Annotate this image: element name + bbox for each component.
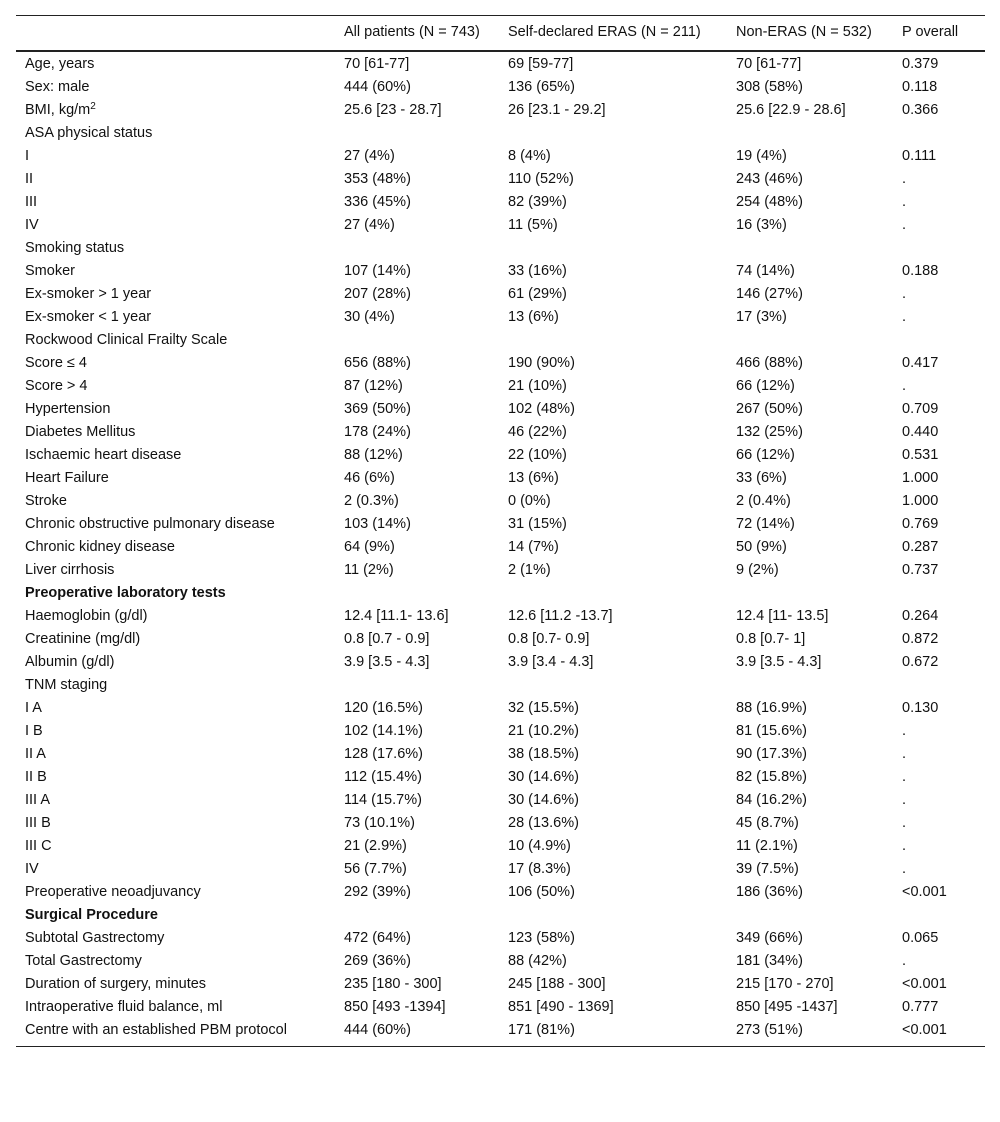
row-label: II [25,171,34,187]
row-label: IV [25,217,39,233]
eras-value: 8 (4%) [508,148,551,164]
table-row [16,858,985,881]
row-label: I B [25,723,43,739]
row-label: Duration of surgery, minutes [25,976,207,992]
p-value: . [902,861,907,877]
row-label: Heart Failure [25,470,109,486]
row-label: Diabetes Mellitus [25,424,136,440]
non-eras-value: 267 (50%) [736,401,803,417]
all-patients-value [335,237,499,260]
eras-value: 110 (52%) [508,171,574,187]
all-patients-value: 11 (2%) [344,562,394,578]
p-value: 0.531 [902,447,939,463]
row-label: Rockwood Clinical Frailty Scale [25,332,228,348]
table-row [16,812,985,835]
table-row [16,973,985,996]
non-eras-value: 81 (15.6%) [736,723,807,739]
p-value: . [902,194,907,210]
all-patients-value: 21 (2.9%) [344,838,407,854]
p-value [893,674,985,697]
non-eras-value [727,329,893,352]
row-label: Stroke [25,493,67,509]
p-value: . [902,838,907,854]
row-label: Albumin (g/dl) [25,654,115,670]
table-row [16,76,985,99]
non-eras-value: 308 (58%) [736,79,803,95]
table-row [16,582,985,605]
row-label: II B [25,769,47,785]
eras-value: 11 (5%) [508,217,558,233]
table-row [16,789,985,812]
row-label: Ischaemic heart disease [25,447,182,463]
p-value [893,904,985,927]
p-value: 0.672 [902,654,939,670]
p-value: 0.777 [902,999,939,1015]
all-patients-value: 107 (14%) [344,263,411,279]
non-eras-value [727,582,893,605]
row-label: II A [25,746,46,762]
p-value: 0.417 [902,355,939,371]
p-value: . [902,723,907,739]
p-value: <0.001 [902,976,947,992]
all-patients-value: 292 (39%) [344,884,411,900]
non-eras-value: 273 (51%) [736,1022,803,1038]
eras-value: 22 (10%) [508,447,567,463]
eras-value [499,237,727,260]
table-row [16,927,985,950]
p-value: 0.118 [902,79,938,95]
p-value: 1.000 [902,470,939,486]
p-value: <0.001 [902,884,947,900]
non-eras-value: 3.9 [3.5 - 4.3] [736,654,822,670]
p-value: 1.000 [902,493,939,509]
row-label: Smoking status [25,240,125,256]
table-row [16,145,985,168]
all-patients-value: 120 (16.5%) [344,700,423,716]
table-row [16,1019,985,1047]
table-row [16,651,985,674]
row-label: Age, years [25,56,95,72]
row-label: Chronic obstructive pulmonary disease [25,516,275,532]
eras-value: 10 (4.9%) [508,838,571,854]
row-label: Preoperative laboratory tests [25,585,226,601]
all-patients-value: 207 (28%) [344,286,411,302]
table-row [16,306,985,329]
non-eras-value: 25.6 [22.9 - 28.6] [736,102,846,118]
non-eras-value: 66 (12%) [736,447,795,463]
eras-value: 245 [188 - 300] [508,976,606,992]
table-row [16,444,985,467]
row-label: Hypertension [25,401,111,417]
non-eras-value: 16 (3%) [736,217,787,233]
table-row [16,513,985,536]
table-row [16,674,985,697]
eras-value: 3.9 [3.4 - 4.3] [508,654,594,670]
table-row [16,352,985,375]
all-patients-value [335,582,499,605]
table-body [16,51,985,1047]
all-patients-value: 30 (4%) [344,309,395,325]
all-patients-value: 70 [61-77] [344,56,410,72]
all-patients-value: 102 (14.1%) [344,723,423,739]
all-patients-value: 269 (36%) [344,953,411,969]
all-patients-value: 12.4 [11.1- 13.6] [344,608,449,624]
non-eras-value [727,674,893,697]
p-value: 0.709 [902,401,939,417]
all-patients-value [335,329,499,352]
p-value: 0.130 [902,700,939,716]
row-label: I [25,148,30,164]
table-row [16,51,985,76]
table-row [16,168,985,191]
table-row [16,467,985,490]
non-eras-value: 84 (16.2%) [736,792,807,808]
row-label: Subtotal Gastrectomy [25,930,165,946]
eras-value: 21 (10%) [508,378,567,394]
non-eras-value: 11 (2.1%) [736,838,798,854]
p-value: . [902,309,907,325]
p-value: . [902,286,907,302]
eras-value [499,904,727,927]
header-row [16,16,985,52]
table-row [16,835,985,858]
row-label: Liver cirrhosis [25,562,115,578]
eras-value: 61 (29%) [508,286,567,302]
non-eras-value: 12.4 [11- 13.5] [736,608,829,624]
table-row [16,283,985,306]
non-eras-value: 254 (48%) [736,194,803,210]
all-patients-value: 46 (6%) [344,470,395,486]
eras-value: 26 [23.1 - 29.2] [508,102,606,118]
eras-value: 31 (15%) [508,516,567,532]
eras-value: 30 (14.6%) [508,769,579,785]
row-label: Creatinine (mg/dl) [25,631,141,647]
all-patients-value: 25.6 [23 - 28.7] [344,102,442,118]
row-label: Score > 4 [25,378,88,394]
row-label: III A [25,792,50,808]
eras-value: 88 (42%) [508,953,567,969]
eras-value: 171 (81%) [508,1022,575,1038]
non-eras-value: 66 (12%) [736,378,795,394]
all-patients-value: 472 (64%) [344,930,411,946]
non-eras-value: 186 (36%) [736,884,803,900]
eras-value: 123 (58%) [508,930,575,946]
all-patients-value: 353 (48%) [344,171,411,187]
header-cell-variable [16,16,335,52]
eras-value: 851 [490 - 1369] [508,999,614,1015]
eras-value [499,582,727,605]
eras-value: 106 (50%) [508,884,575,900]
table-container [16,15,985,1047]
table-row [16,536,985,559]
all-patients-value: 336 (45%) [344,194,411,210]
all-patients-value: 114 (15.7%) [344,792,422,808]
row-label: TNM staging [25,677,108,693]
row-label: III [25,194,38,210]
p-value [893,329,985,352]
all-patients-value: 444 (60%) [344,1022,411,1038]
non-eras-value: 88 (16.9%) [736,700,807,716]
non-eras-value: 181 (34%) [736,953,803,969]
eras-value: 38 (18.5%) [508,746,579,762]
eras-value: 190 (90%) [508,355,575,371]
non-eras-value: 17 (3%) [736,309,787,325]
p-value: . [902,792,907,808]
table-row [16,237,985,260]
p-value: 0.065 [902,930,939,946]
table-row [16,375,985,398]
p-value: . [902,769,907,785]
non-eras-value: 82 (15.8%) [736,769,807,785]
non-eras-value [727,904,893,927]
all-patients-value: 178 (24%) [344,424,411,440]
row-label: Sex: male [25,79,90,95]
eras-value [499,674,727,697]
all-patients-value: 73 (10.1%) [344,815,415,831]
eras-value: 2 (1%) [508,562,551,578]
all-patients-value: 64 (9%) [344,539,395,555]
p-value: . [902,746,907,762]
all-patients-value: 2 (0.3%) [344,493,399,509]
eras-value: 13 (6%) [508,470,559,486]
eras-value: 102 (48%) [508,401,575,417]
row-label: III B [25,815,51,831]
table-row [16,329,985,352]
p-value: 0.188 [902,263,939,279]
table-row [16,490,985,513]
p-value: 0.264 [902,608,939,624]
p-value: 0.287 [902,539,939,555]
eras-value: 0 (0%) [508,493,551,509]
eras-value: 32 (15.5%) [508,700,579,716]
all-patients-value: 56 (7.7%) [344,861,407,877]
all-patients-value: 103 (14%) [344,516,411,532]
table-row [16,950,985,973]
table-row [16,904,985,927]
non-eras-value: 50 (9%) [736,539,787,555]
table-row [16,766,985,789]
table-row [16,605,985,628]
row-label: Centre with an established PBM protocol [25,1022,287,1038]
non-eras-value: 146 (27%) [736,286,803,302]
non-eras-value: 33 (6%) [736,470,787,486]
all-patients-value: 87 (12%) [344,378,403,394]
row-label: Preoperative neoadjuvancy [25,884,201,900]
all-patients-value: 369 (50%) [344,401,411,417]
p-value: . [902,171,907,187]
p-value: 0.769 [902,516,939,532]
all-patients-value: 850 [493 -1394] [344,999,446,1015]
non-eras-value: 215 [170 - 270] [736,976,834,992]
row-label [16,99,335,122]
non-eras-value: 70 [61-77] [736,56,802,72]
p-value: 0.379 [902,56,939,72]
eras-value: 17 (8.3%) [508,861,571,877]
table-row [16,628,985,651]
p-value: 0.737 [902,562,939,578]
eras-value: 14 (7%) [508,539,559,555]
table-row [16,214,985,237]
all-patients-value [335,122,499,145]
eras-value: 82 (39%) [508,194,567,210]
table-row [16,99,985,122]
row-label-text: BMI, kg/m [25,102,91,118]
non-eras-value [727,237,893,260]
eras-value: 28 (13.6%) [508,815,579,831]
row-label: I A [25,700,42,716]
eras-value: 12.6 [11.2 -13.7] [508,608,613,624]
p-value: . [902,378,907,394]
eras-value: 13 (6%) [508,309,559,325]
table-row [16,122,985,145]
non-eras-value: 74 (14%) [736,263,795,279]
p-value [893,237,985,260]
all-patients-value: 128 (17.6%) [344,746,423,762]
all-patients-value: 112 (15.4%) [344,769,422,785]
all-patients-value: 3.9 [3.5 - 4.3] [344,654,430,670]
non-eras-value [727,122,893,145]
header-cell-eras: Self-declared ERAS (N = 211) [508,24,701,40]
non-eras-value: 45 (8.7%) [736,815,799,831]
p-value [893,122,985,145]
eras-value: 0.8 [0.7- 0.9] [508,631,590,647]
p-value: 0.366 [902,102,939,118]
non-eras-value: 90 (17.3%) [736,746,807,762]
row-label: III C [25,838,52,854]
non-eras-value: 9 (2%) [736,562,779,578]
row-label: Smoker [25,263,75,279]
p-value: <0.001 [902,1022,947,1038]
eras-value: 46 (22%) [508,424,567,440]
row-label: Intraoperative fluid balance, ml [25,999,223,1015]
table-row [16,720,985,743]
table-row [16,398,985,421]
non-eras-value: 243 (46%) [736,171,803,187]
p-value: 0.440 [902,424,939,440]
eras-value: 30 (14.6%) [508,792,579,808]
row-label: ASA physical status [25,125,153,141]
non-eras-value: 2 (0.4%) [736,493,791,509]
p-value: . [902,815,907,831]
row-label: Surgical Procedure [25,907,158,923]
table-header [16,16,985,52]
all-patients-value [335,674,499,697]
p-value: 0.111 [902,148,937,164]
eras-value: 69 [59-77] [508,56,574,72]
table-row [16,697,985,720]
table-row [16,421,985,444]
non-eras-value: 466 (88%) [736,355,803,371]
p-value: . [902,953,907,969]
p-value [893,582,985,605]
row-label: Haemoglobin (g/dl) [25,608,148,624]
table-row [16,743,985,766]
row-label: IV [25,861,39,877]
baseline-characteristics-table [16,15,985,1047]
all-patients-value: 27 (4%) [344,217,395,233]
eras-value: 33 (16%) [508,263,567,279]
row-label: Chronic kidney disease [25,539,175,555]
all-patients-value [335,904,499,927]
non-eras-value: 349 (66%) [736,930,803,946]
row-label: Ex-smoker > 1 year [25,286,152,302]
non-eras-value: 0.8 [0.7- 1] [736,631,806,647]
row-label: Total Gastrectomy [25,953,142,969]
all-patients-value: 88 (12%) [344,447,403,463]
p-value: 0.872 [902,631,939,647]
header-cell-non-eras: Non-ERAS (N = 532) [736,24,872,40]
non-eras-value: 850 [495 -1437] [736,999,838,1015]
eras-value: 21 (10.2%) [508,723,579,739]
header-cell-all-patients: All patients (N = 743) [344,24,480,40]
row-label: Score ≤ 4 [25,355,87,371]
non-eras-value: 39 (7.5%) [736,861,799,877]
header-cell-p-overall: P overall [902,24,959,40]
eras-value [499,122,727,145]
p-value: . [902,217,907,233]
table-row [16,260,985,283]
non-eras-value: 19 (4%) [736,148,787,164]
table-row [16,996,985,1019]
all-patients-value: 27 (4%) [344,148,395,164]
table-row [16,881,985,904]
table-row [16,191,985,214]
non-eras-value: 72 (14%) [736,516,795,532]
row-label: Ex-smoker < 1 year [25,309,152,325]
all-patients-value: 656 (88%) [344,355,411,371]
unit-superscript: 2 [90,101,96,112]
all-patients-value: 235 [180 - 300] [344,976,442,992]
all-patients-value: 444 (60%) [344,79,411,95]
table-row [16,559,985,582]
eras-value [499,329,727,352]
eras-value: 136 (65%) [508,79,575,95]
all-patients-value: 0.8 [0.7 - 0.9] [344,631,430,647]
non-eras-value: 132 (25%) [736,424,803,440]
